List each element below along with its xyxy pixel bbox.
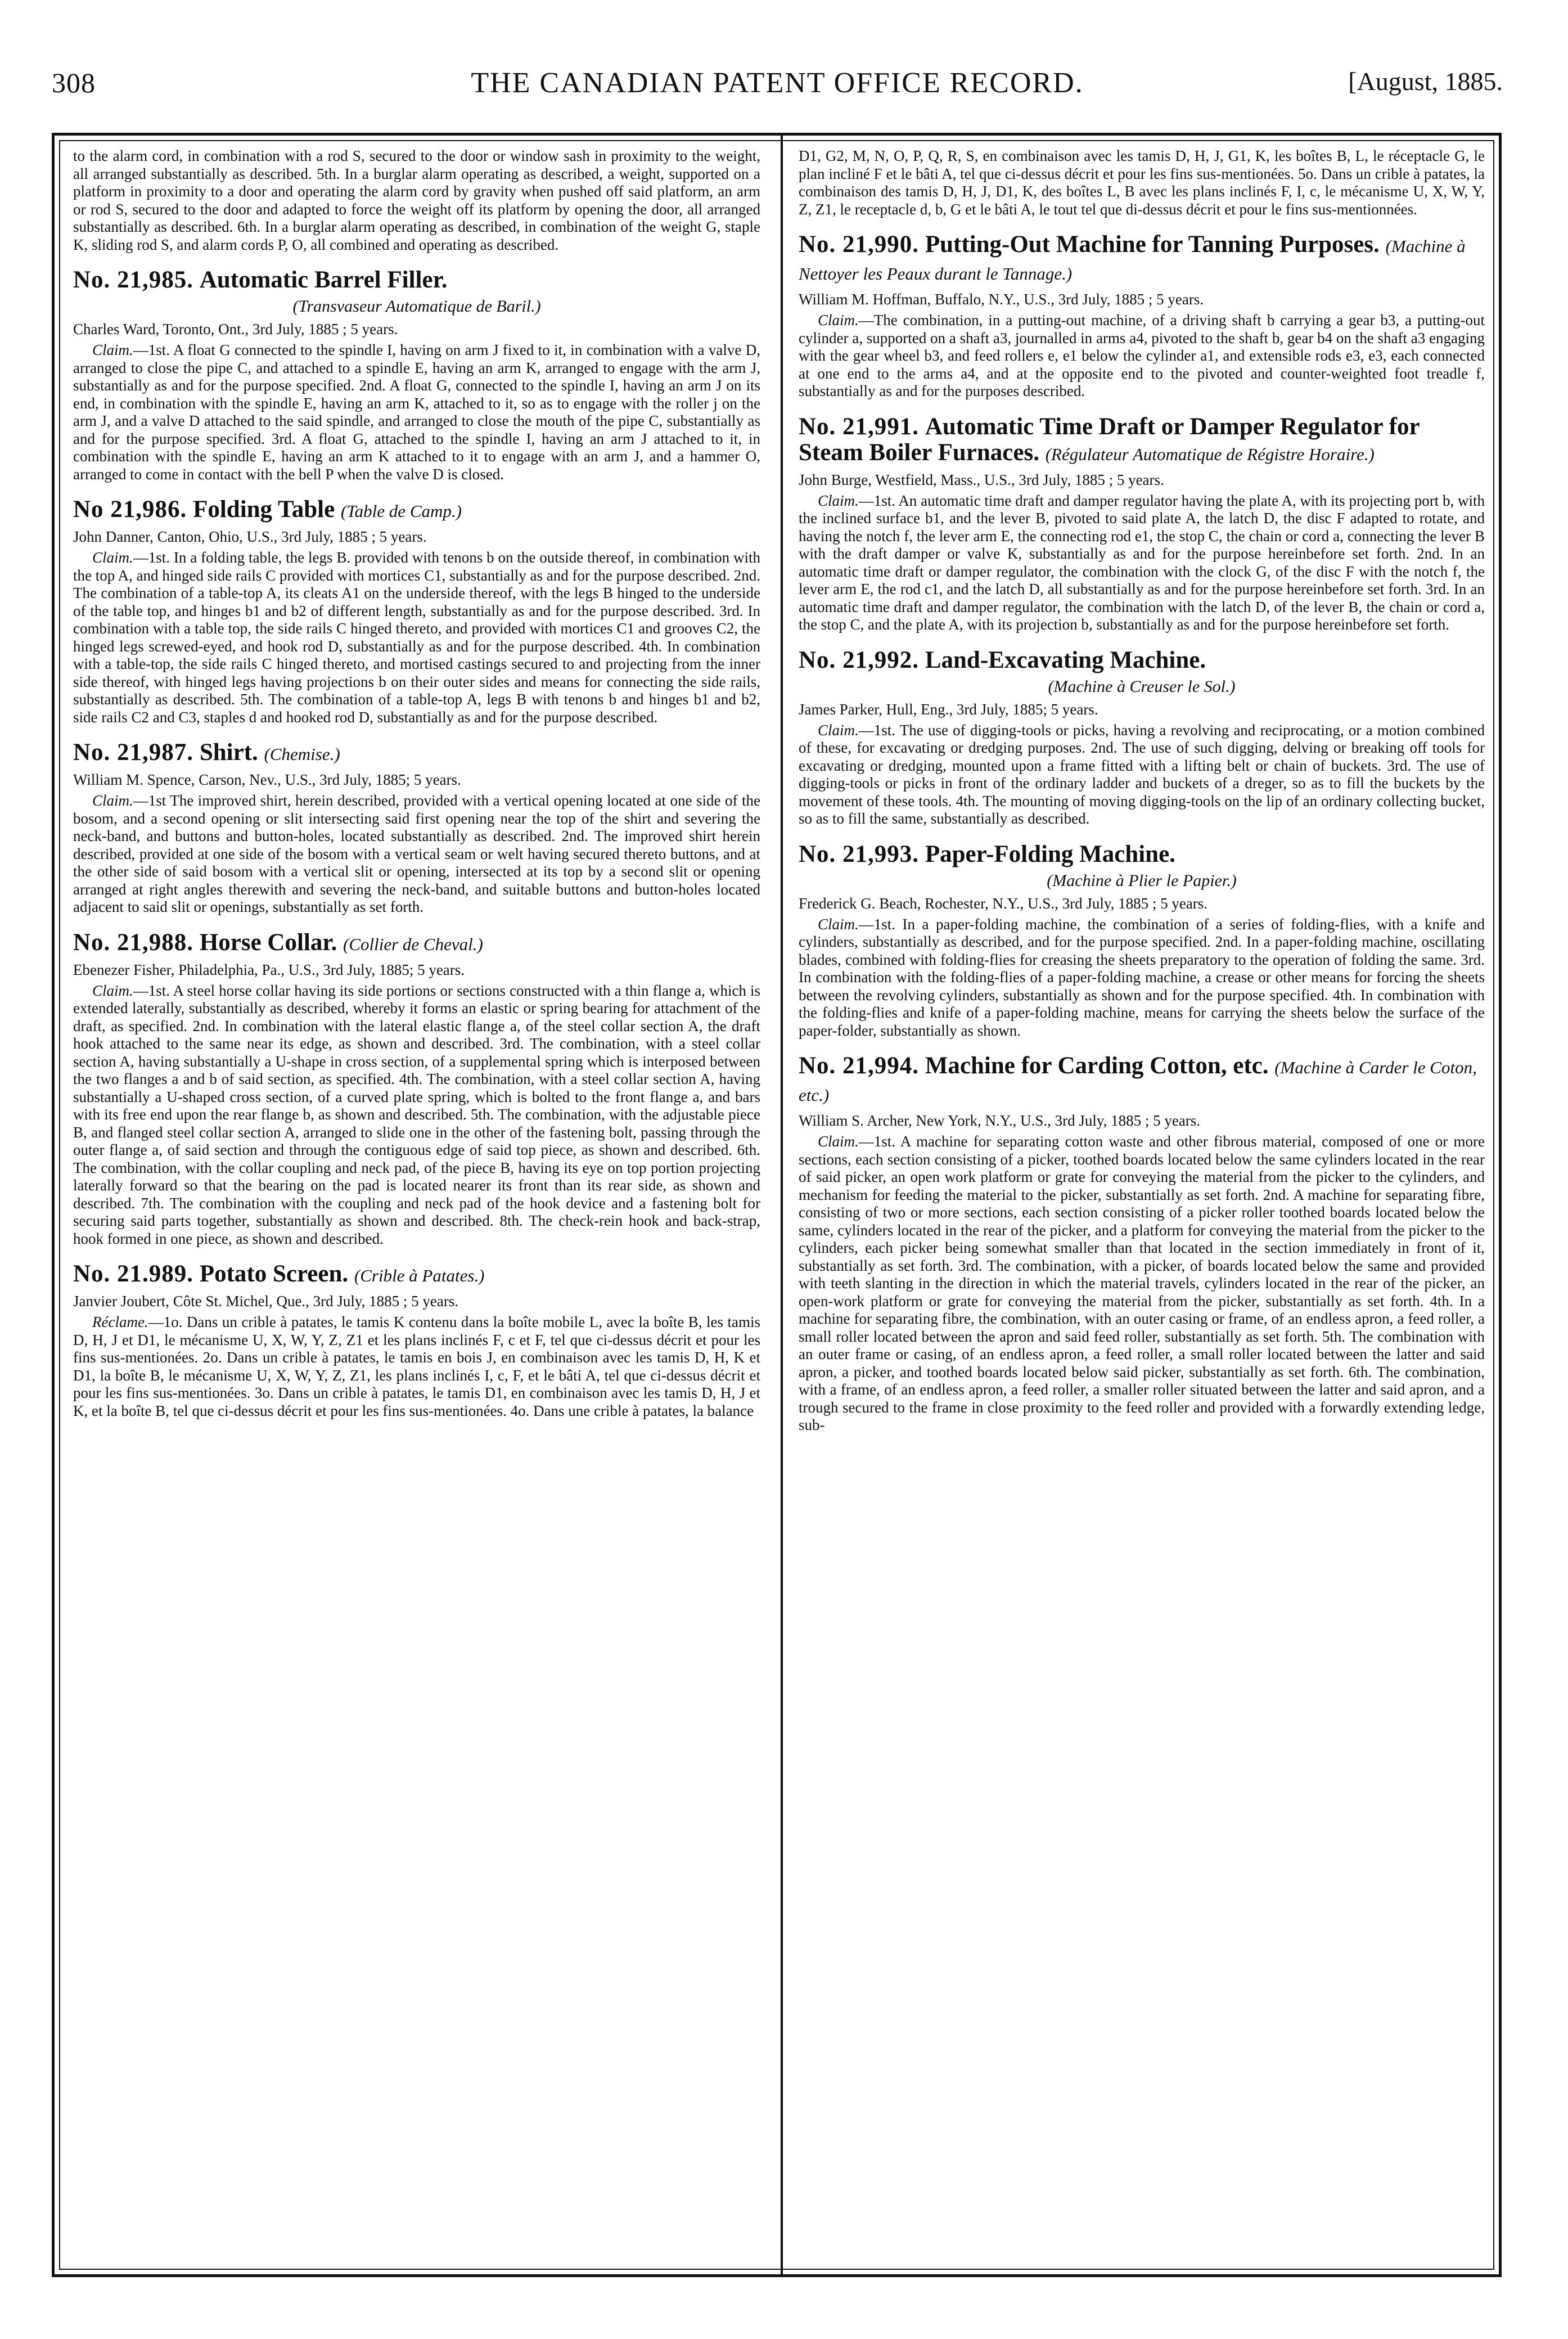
claim-label: Claim. bbox=[818, 312, 859, 329]
running-title: THE CANADIAN PATENT OFFICE RECORD. bbox=[471, 67, 1084, 99]
issue-date: [August, 1885. bbox=[1348, 67, 1503, 96]
applicant-line: William M. Hoffman, Buffalo, N.Y., U.S., 3rd July, 1885 ; 5 years. bbox=[799, 291, 1204, 308]
applicant-line: John Danner, Canton, Ohio, U.S., 3rd July, 1885 ; 5 years. bbox=[73, 528, 427, 545]
applicant-line: Charles Ward, Toronto, Ont., 3rd July, 1885 ; 5 years. bbox=[73, 321, 398, 338]
patent-title: Shirt. bbox=[199, 739, 258, 766]
claim-body: —1st. A float G connected to the spindle I, having on arm J fixed to it, in combination with a valve D, arranged to close the pipe C, and attached to a spindle E, having an arm K, arranged to engage with the arm J, substantially as and for the purpose specified. 2nd. A float G, connected to the spindle I, having an arm J on its end, in combination with the spindle E, having an arm K, attached to it, so as to engage with the roller j on the arm J, and a valve D attached to the said spindle, and arranged to close the mouth of the pipe C, substantially as and for the purpose specified. 3rd. A float G, attached to the spindle I, having an arm J attached to it, in combination with the spindle E, having an arm K attached to it to engage with an arm J, and a hammer O, arranged to come in contact with the bell P when the valve D is closed. bbox=[73, 341, 760, 483]
patent-heading bbox=[73, 497, 760, 524]
patent-entry-21987 bbox=[73, 740, 760, 916]
patent-title: Horse Collar. bbox=[199, 929, 337, 956]
applicant-line: John Burge, Westfield, Mass., U.S., 3rd July, 1885 ; 5 years. bbox=[799, 471, 1164, 488]
patent-title: Paper-Folding Machine. bbox=[925, 840, 1175, 867]
patent-title: Folding Table bbox=[193, 496, 335, 523]
french-title: (Machine à Carder le Coton, etc.) bbox=[799, 1058, 1477, 1105]
page-number: 308 bbox=[52, 67, 96, 98]
patent-heading bbox=[799, 842, 1485, 867]
french-title: (Machine à Creuser le Sol.) bbox=[1048, 677, 1236, 696]
applicant-line: Janvier Joubert, Côte St. Michel, Que., 3rd July, 1885 ; 5 years. bbox=[73, 1293, 459, 1310]
claim-label: Claim. bbox=[818, 492, 859, 509]
right-column bbox=[799, 147, 1485, 2268]
claim-text bbox=[799, 722, 1485, 828]
left-column bbox=[73, 147, 760, 2268]
french-title: (Table de Camp.) bbox=[340, 501, 462, 521]
patent-number: No. 21,985. bbox=[73, 267, 194, 293]
claim-label: Réclame. bbox=[92, 1314, 148, 1330]
claim-text bbox=[799, 916, 1485, 1040]
claim-text bbox=[799, 492, 1485, 634]
applicant-line: Frederick G. Beach, Rochester, N.Y., U.S., 3rd July, 1885 ; 5 years. bbox=[799, 894, 1208, 912]
claim-body: —1st The improved shirt, herein described, provided with a vertical opening located at one side of the bosom, and a second opening or slit intersecting said first opening near the top of the shirt and severing the neck-band, and buttons and button-holes, located substantially as described. 2nd. The improved shirt herein described, provided at one side of the bosom with a vertical seam or welt having secured thereto buttons, and at the other side of said bosom with a vertical slit or opening, intersected at its top by a second slit or opening arranged at right angles therewith and severing the neck-band, and suitable buttons and button-holes located adjacent to said slit or openings, substantially as set forth. bbox=[73, 792, 760, 915]
claim-text bbox=[73, 982, 760, 1248]
claim-body: —1st. The use of digging-tools or picks, having a revolving and reciprocating, or a motion combined of these, for excavating or dredging purposes. 2nd. The use of such digging, delving or breaking off tools for excavating or dredging, mounted upon a frame fitted with a lifting belt or chain of buckets. 3rd. The use of digging-tools or picks in front of the ordinary ladder and buckets of a dreger, so as to fill the buckets by the movement of these tools. 4th. The mounting of moving digging-tools on the lip of an ordinary collecting bucket, so as to fill the same, substantially as described. bbox=[799, 721, 1485, 827]
french-title: (Crible à Patates.) bbox=[354, 1266, 485, 1285]
page-header bbox=[52, 66, 1503, 111]
patent-number: No. 21,990. bbox=[799, 231, 920, 258]
claim-text bbox=[73, 549, 760, 726]
french-title: (Chemise.) bbox=[264, 744, 340, 764]
claim-text bbox=[799, 1133, 1485, 1434]
patent-title: Machine for Carding Cotton, etc. bbox=[925, 1052, 1269, 1079]
french-title: (Machine à Nettoyer les Peaux durant le Tannage.) bbox=[799, 236, 1466, 284]
claim-text bbox=[799, 312, 1485, 401]
patent-number: No. 21,992. bbox=[799, 646, 920, 673]
claim-body: —The combination, in a putting-out machine, of a driving shaft b carrying a gear b3, a putting-out cylinder a, supported on a shaft a3, journalled in arms a4, pivoted to the shaft b, gear b4 on the shaft a3 engaging with the gear wheel b3, and feed rollers e, e1 below the cylinder a1, and extensible rods e3, e3, each connected at one end to the arms a4, and at the opposite end to the pivoted and counter-weighted foot treadle f, substantially as and for the purposes described. bbox=[799, 312, 1485, 399]
patent-heading bbox=[73, 740, 760, 767]
patent-number: No. 21,991. bbox=[799, 413, 920, 440]
patent-heading bbox=[799, 414, 1485, 467]
applicant-line: Ebenezer Fisher, Philadelphia, Pa., U.S., 3rd July, 1885; 5 years. bbox=[73, 961, 465, 978]
applicant-line: William S. Archer, New York, N.Y., U.S., 3rd July, 1885 ; 5 years. bbox=[799, 1112, 1201, 1129]
claim-label: Claim. bbox=[818, 915, 859, 933]
claim-label: Claim. bbox=[92, 549, 133, 566]
patent-entry-21991 bbox=[799, 414, 1485, 634]
claim-text bbox=[73, 1314, 760, 1420]
claim-label: Claim. bbox=[92, 341, 133, 358]
patent-heading bbox=[799, 1053, 1485, 1108]
patent-title: Putting-Out Machine for Tanning Purposes. bbox=[925, 231, 1380, 258]
patent-title: Automatic Barrel Filler. bbox=[199, 267, 448, 293]
patent-number: No. 21,993. bbox=[799, 840, 920, 867]
patent-heading bbox=[799, 647, 1485, 673]
patent-entry-21993 bbox=[799, 842, 1485, 1040]
claim-body: —1st. A machine for separating cotton waste and other fibrous material, composed of one or more sections, each section consisting of a picker, toothed boards located below the same cylinders located in the rear of said picker, an open work platform or grate for conveying the material from the picker to the cylinders, and mechanism for feeding the material to the picker, substantially as set forth. 2nd. A machine for separating fibre, consisting of two or more sections, each section consisting of a picker roller toothed boards located below the same, cylinders located in the rear of the picker, and a platform for conveying the material from the picker to the cylinders, each picker being somewhat smaller than that located in the section immediately in front of it, substantially as set forth. 3rd. The combination, with a picker, of boards located below the same and provided with teeth slanting in the direction in which the material travels, cylinders located in the rear of the picker, an open-work platform or grate for conveying the material from the picker, substantially as set forth. 4th. In a machine for separating fibre, the combination, with an outer casing or frame, of an endless apron, a feed roller, a small roller located between the apron and said feed roller, substantially as set forth. 5th. The combination with an outer frame or casing, of an endless apron, a feed roller, a small roller located between the latter and said apron, a picker, and toothed boards located below said picker, substantially as set forth. 6th. The combination, with a frame, of an endless apron, a feed roller, a smaller roller situated between the latter and said apron, and a trough secured to the frame in close proximity to the feed roller and provided with a forwardly extending ledge, sub- bbox=[799, 1133, 1485, 1433]
claim-body: —1st. In a folding table, the legs B. provided with tenons b on the outside thereof, in combination with the top A, and hinged side rails C provided with mortices C1, substantially as and for the purpose described. 2nd. The combination of a table-top A, its cleats A1 on the underside thereof, with the legs B hinged to the underside of the table top, and hinges b1 and b2 of different length, substantially as and for the purpose described. 3rd. In combination with a table top, the side rails C hinged thereto, and provided with mortices C1 and grooves C2, the hinged legs screwed-eyed, and hook rod D, substantially as and for the purpose described. 4th. In combination with a table-top, the side rails C hinged thereto, and mortised castings secured to and projecting from the inner side thereof, with hinged legs having projections b on their outer sides and means for connecting the side rails, substantially as described. 5th. The combination of a table-top A, legs B with tenons b and hinges b1 and b2, side rails C2 and C3, staples d and hooked rod D, substantially as and for the purpose described. bbox=[73, 549, 760, 726]
patent-number: No. 21,994. bbox=[799, 1052, 920, 1079]
claim-body: —1st. A steel horse collar having its side portions or sections constructed with a thin flange a, which is extended laterally, substantially as described, whereby it forms an elastic or spring bearing for attachment of the draft, as specified. 2nd. In combination with the lateral elastic flange a, of the steel collar section A, the draft hook attached to the same near its edge, as shown and described. 3rd. The combination, with a steel collar section A, having substantially a U-shape in cross section, of a supplemental spring which is interposed between the two flanges a and b of said section, as specified. 4th. The combination, with a steel collar section A, having substantially a U-shaped cross section, of a curved plate spring, which is bolted to the front flange a, and bars with its free end upon the rear flange b, as shown and described. 5th. The combination, with the adjustable piece B, and flanged steel collar section A, arranged to slide one in the other of the fastening bolt, passing through the outer flange a, of said section and through the contiguous edge of said top piece, as shown and described. 6th. The combination, with the collar coupling and neck pad, of the piece B, having its eye on top portion projecting laterally forward so that the bearing on the pad is located nearer its front than its rear side, as shown and described. 7th. The combination with the coupling and neck pad of the hook device and a fastening bolt for securing said parts together, substantially as shown and described. 8th. The check-rein hook and back-strap, hook formed in one piece, as shown and described. bbox=[73, 982, 760, 1247]
applicant-line: William M. Spence, Carson, Nev., U.S., 3rd July, 1885; 5 years. bbox=[73, 771, 461, 788]
french-title: (Collier de Cheval.) bbox=[343, 934, 483, 954]
patent-entry-21990 bbox=[799, 232, 1485, 401]
patent-number: No. 21,988. bbox=[73, 929, 194, 956]
french-title: (Transvaseur Automatique de Baril.) bbox=[292, 297, 541, 316]
claim-label: Claim. bbox=[92, 792, 133, 809]
continuation-text: to the alarm cord, in combination with a rod S, secured to the door or window sash in proximity to the weight, all arranged substantially as described. 5th. In a burglar alarm operating as described, a weight, supported on a platform in proximity to a door and operating the alarm cord by gravity when pushed off said platform, an arm or rod S, secured to the door and adapted to force the weight off its platform by opening the door, all arranged substantially as described. 6th. In a burglar alarm operating as described, in combination of the weight G, staple K, sliding rod S, and alarm cords P, O, all combined and operating as described. bbox=[73, 147, 760, 253]
patent-title: Potato Screen. bbox=[199, 1261, 349, 1287]
column-divider bbox=[781, 133, 783, 2277]
patent-entry-21986 bbox=[73, 497, 760, 726]
patent-entry-21985 bbox=[73, 267, 760, 483]
patent-entry-21992 bbox=[799, 647, 1485, 828]
claim-body: —1st. In a paper-folding machine, the combination of a series of folding-flies, with a knife and cylinders, substantially as described, and for the purpose specified. 2nd. In a paper-folding machine, oscillating blades, combined with folding-flies for creasing the sheets preparatory to the operation of folding the same. 3rd. In combination with the folding-flies of a paper-folding machine, a crease or other means for forcing the sheets between the revolving cylinders, substantially as shown and for the purpose specified. 4th. In combination with the folding-flies and knife of a paper-folding machine, means for carrying the sheets below the surface of the paper-folder, substantially as shown. bbox=[799, 915, 1485, 1039]
claim-text bbox=[73, 341, 760, 483]
claim-text bbox=[73, 792, 760, 916]
patent-entry-21988 bbox=[73, 930, 760, 1248]
patent-heading bbox=[73, 267, 760, 293]
continuation-text: D1, G2, M, N, O, P, Q, R, S, en combinaison avec les tamis D, H, J, G1, K, les boîtes B, L, le réceptacle G, le plan incliné F et le bâti A, tel que ci-dessus décrit et pour les fins sus-mentionées. 5o. Dans un crible à patates, la combinaison des tamis D, H, J, D1, K, des boîtes L, B avec les plans inclinés F, I, c, le mécanisme U, X, W, Y, Z, Z1, le receptacle d, b, G et le bâti A, le tout tel que di-dessus décrit et pour le fins sus-mentionnées. bbox=[799, 147, 1485, 218]
applicant-line: James Parker, Hull, Eng., 3rd July, 1885; 5 years. bbox=[799, 700, 1098, 718]
patent-heading bbox=[799, 232, 1485, 287]
patent-title: Automatic Time Draft or Damper Regulator for Steam Boiler Furnaces. bbox=[799, 413, 1420, 466]
french-title: (Régulateur Automatique de Régistre Horaire.) bbox=[1045, 444, 1375, 464]
patent-entry-21994 bbox=[799, 1053, 1485, 1434]
claim-label: Claim. bbox=[92, 982, 133, 999]
patent-heading bbox=[73, 1261, 760, 1289]
patent-number: No 21,986. bbox=[73, 496, 187, 523]
claim-body: —1o. Dans un crible à patates, le tamis K contenu dans la boîte mobile L, avec la boîte B, les tamis D, H, J et D1, le mécanisme U, X, W, Y, Z, Z1 et les plans inclinés F, c et F, tel que ci-dessus décrit et pour les fins sus-mentionées. 2o. Dans un crible à patates, le tamis en bois J, en combinaison avec les tamis D, H, K et D1, la boîte B, le mécanisme U, X, W, Y, Z, Z1, les plans inclinés I, c, F, et le bâti A, tel que ci-dessus décrit et pour les fins sus-mentionées. 3o. Dans un crible à patates, le tamis D1, en combinaison avec les tamis D, H, J et K, et la boîte B, tel que ci-dessus décrit et pour les fins sus-mentionées. 4o. Dans une crible à patates, la balance bbox=[73, 1314, 760, 1419]
patent-heading bbox=[73, 930, 760, 957]
patent-number: No. 21,987. bbox=[73, 739, 194, 766]
french-title: (Machine à Plier le Papier.) bbox=[1047, 871, 1237, 890]
patent-number: No. 21.989. bbox=[73, 1261, 194, 1287]
claim-label: Claim. bbox=[818, 1133, 859, 1150]
claim-body: —1st. An automatic time draft and damper regulator having the plate A, with its projecting port b, with the inclined surface b1, and the lever B, pivoted to said plate A, the latch D, the disc F adapted to rotate, and having the notch f, the lever arm E, the connecting rod e1, the stop C, the chain or cord a, connecting the lever B with the draft damper or valve K, substantially as and for the purpose hereinbefore set forth. 2nd. In an automatic time draft or damper regulator, the combination with the clock G, of the disc F with the notch f, the lever arm E, the rod c1, and the latch D, all substantially as and for the purpose hereinbefore set forth. 3rd. In an automatic time draft and damper regulator, the combination with the latch D, of the lever B, the chain or cord a, the stop C, and the plate A, with its projection b, substantially as and for the purpose hereinbefore set forth. bbox=[799, 492, 1485, 633]
patent-entry-21989 bbox=[73, 1261, 760, 1420]
patent-title: Land-Excavating Machine. bbox=[925, 646, 1206, 673]
claim-label: Claim. bbox=[818, 721, 859, 739]
